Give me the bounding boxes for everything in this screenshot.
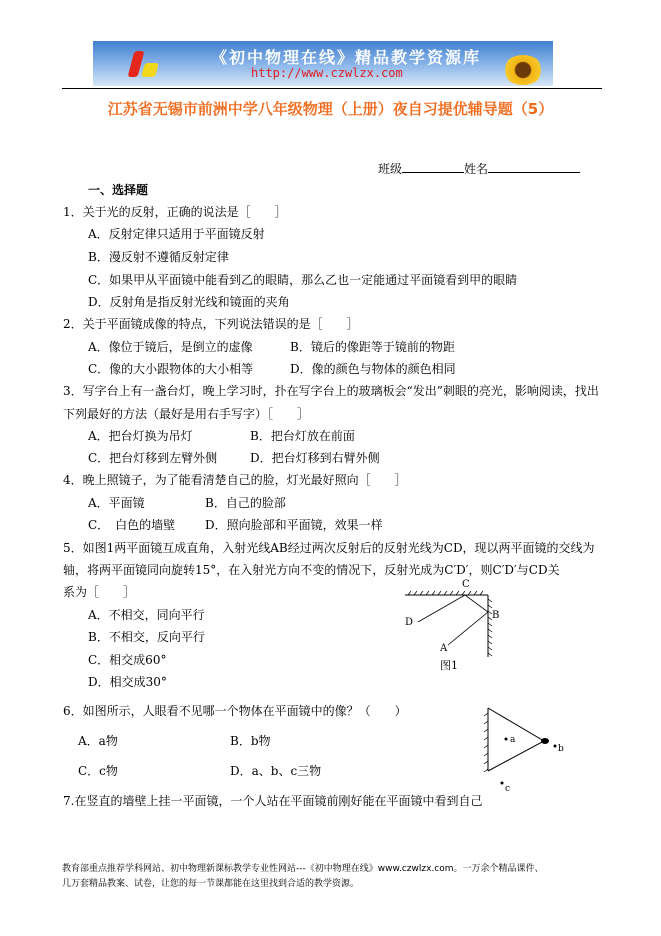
answer-option: B．把台灯放在前面 [250, 429, 355, 443]
answer-option: B．漫反射不遵循反射定律 [88, 250, 229, 264]
label-b: B [492, 610, 500, 621]
answer-option: A．反射定律只适用于平面镜反射 [88, 227, 265, 241]
object-b [554, 745, 557, 748]
answer-option: A．像位于镜后，是倒立的虚像 [88, 340, 253, 354]
footer-line: 几万套精品教案、试卷，让您的每一节课都能在这里找到合适的教学资源。 [62, 879, 360, 889]
header-rule [62, 88, 602, 89]
answer-option: B．自己的脸部 [205, 496, 286, 510]
label-a: A [440, 643, 448, 654]
label-c: C [462, 579, 470, 590]
label-c: c [505, 784, 511, 794]
footer-line: 教育部重点推荐学科网站、初中物理新课标教学专业性网站---《初中物理在线》www.czwlzx.com。一万余个精品课件、 [62, 864, 544, 874]
answer-option: C．把台灯移到左臂外侧 [88, 451, 218, 465]
logo-icon-accent [141, 63, 159, 77]
question-text: 系为［ ］ [63, 585, 136, 599]
answer-option: C．c物 [78, 764, 118, 778]
class-label: 班级 [378, 162, 403, 176]
sunflower-icon [503, 55, 543, 85]
question-text: 3．写字台上有一盏台灯，晚上学习时，扑在写字台上的玻璃板会“发出”刺眼的亮光，影响阅读，找出 [63, 384, 599, 398]
site-banner [93, 41, 553, 86]
question-text: 1．关于光的反射，正确的说法是［ ］ [63, 205, 287, 219]
section-heading: 一、选择题 [88, 183, 149, 197]
answer-option: D．像的颜色与物体的颜色相同 [290, 362, 456, 376]
footer [62, 862, 544, 892]
answer-option: A．平面镜 [88, 496, 145, 510]
answer-option: A．把台灯换为吊灯 [88, 429, 193, 443]
question-text: 4．晚上照镜子，为了能看清楚自己的脸，灯光最好照向［ ］ [63, 473, 407, 487]
answer-option: D．a、b、c三物 [230, 764, 322, 778]
answer-option: D．反射角是指反射光线和镜面的夹角 [88, 295, 290, 309]
page-title: 江苏省无锡市前洲中学八年级物理（上册）夜自习提优辅导题（5） [107, 100, 554, 118]
class-name-fields [378, 160, 580, 177]
answer-option: A．a物 [78, 734, 118, 748]
answer-option: B．b物 [230, 734, 271, 748]
question-text: 5．如图1两平面镜互成直角，入射光线AB经过两次反射后的反射光线为CD，现以两平面镜的交线为 [63, 541, 595, 555]
question-text: 7.在竖直的墙壁上挂一平面镜，一个人站在平面镜前刚好能在平面镜中看到自己 [63, 794, 483, 808]
answer-option: B．镜后的像距等于镜前的物距 [290, 340, 455, 354]
answer-option: C．像的大小跟物体的大小相等 [88, 362, 254, 376]
label-b: b [558, 744, 564, 754]
answer-option: D．照向脸部和平面镜，效果一样 [205, 518, 383, 532]
question-text: 6．如图所示，人眼看不见哪一个物体在平面镜中的像？（ ） [63, 704, 407, 718]
name-blank[interactable] [488, 160, 580, 173]
question-text: 2．关于平面镜成像的特点，下列说法错误的是［ ］ [63, 317, 359, 331]
answer-option: D．把台灯移到右臂外侧 [250, 451, 380, 465]
answer-option: D．相交成30° [88, 675, 167, 689]
label-a: a [510, 735, 516, 745]
figure-1-mirrors [400, 575, 500, 675]
object-c [501, 782, 504, 785]
answer-option: C． 白色的墙壁 [88, 518, 176, 532]
answer-option: C．如果甲从平面镜中能看到乙的眼睛，那么乙也一定能通过平面镜看到甲的眼睛 [88, 273, 518, 287]
question-text: 下列最好的方法（最好是用右手写字）［ ］ [63, 407, 310, 421]
figure-2-mirror [478, 703, 573, 798]
answer-option: C．相交成60° [88, 653, 167, 667]
banner-url: http://www.czwlzx.com [251, 66, 403, 80]
label-d: D [405, 617, 414, 628]
answer-option: A．不相交，同向平行 [88, 608, 205, 622]
eye-icon [541, 738, 549, 744]
name-label: 姓名 [464, 162, 489, 176]
banner-title: 《初中物理在线》精品教学资源库 [211, 48, 482, 67]
answer-option: B．不相交，反向平行 [88, 630, 205, 644]
object-a [505, 738, 508, 741]
class-blank[interactable] [402, 160, 464, 173]
question-text: 轴，将两平面镜同向旋转15°，在入射光方向不变的情况下，反射光成为C′D′，则C′D′与CD关 [63, 563, 560, 577]
figure-1-caption: 图1 [440, 659, 458, 672]
